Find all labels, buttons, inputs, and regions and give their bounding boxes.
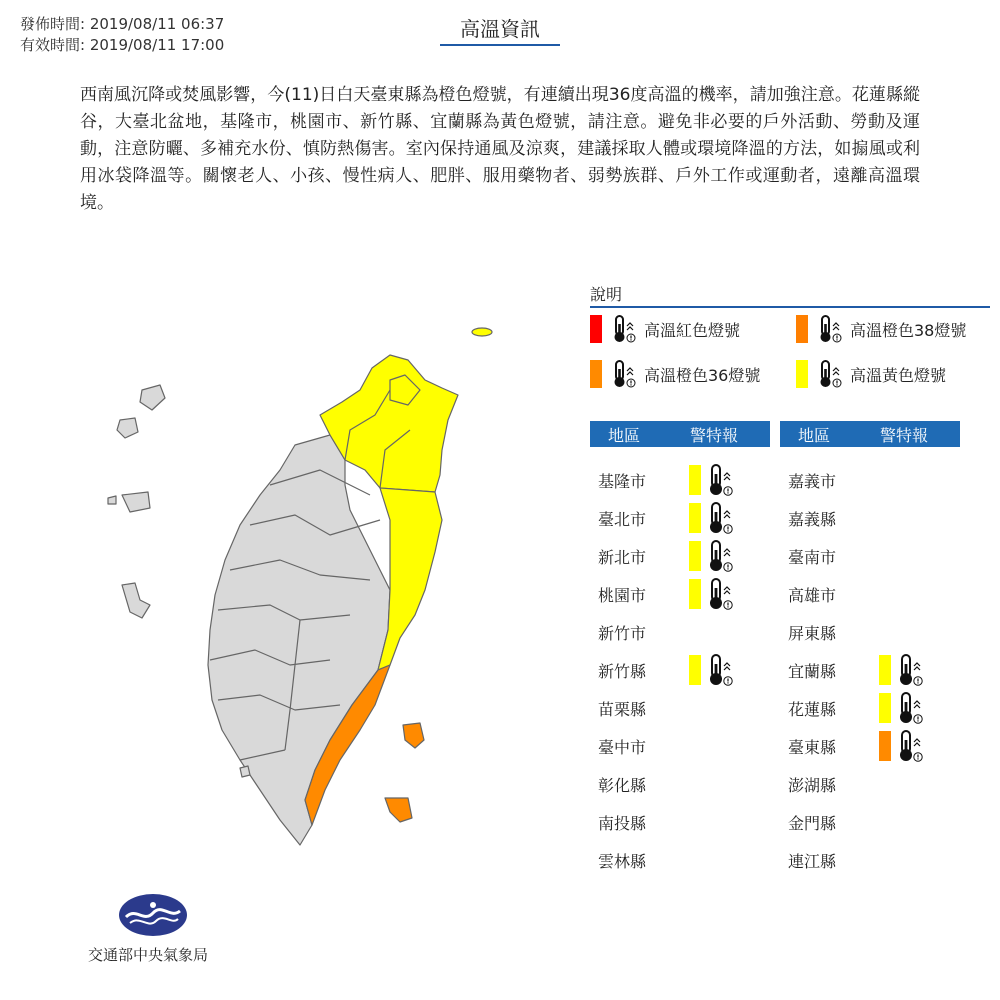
region-name: 新竹縣 <box>598 661 647 681</box>
col-alert-left: 警特報 <box>690 425 739 445</box>
thermometer-alert-icon <box>896 691 924 725</box>
region-name: 臺東縣 <box>788 737 837 757</box>
region-name: 宜蘭縣 <box>788 661 837 681</box>
warning-description: 西南風沉降或焚風影響，今(11)日白天臺東縣為橙色燈號，有連續出現36度高溫的機率，請加強注意。花蓮縣縱谷，大臺北盆地，基隆市，桃園市、新竹縣、宜蘭縣為黃色燈號，請注意。避免非必要的戶外活動、勞動及運動，注意防曬、多補充水份、慎防熱傷害。室內保持通風及涼爽，建議採取人體或環境降溫的方法，如搧風或利用冰袋降溫等。關懷老人、小孩、慢性病人、肥胖、服用藥物者、弱勢族群、戶外工作或運動者，遠離高溫環境。 <box>80 85 920 213</box>
alert-swatch-yellow <box>689 503 701 533</box>
region-name: 高雄市 <box>788 585 837 605</box>
col-region-left: 地區 <box>608 425 641 445</box>
region-name: 澎湖縣 <box>788 775 837 795</box>
table-header-right <box>780 421 960 447</box>
thermometer-alert-icon <box>816 359 844 389</box>
map-green-island <box>403 723 424 748</box>
legend-item-orange36 <box>590 359 760 389</box>
legend-label-yellow: 高溫黃色燈號 <box>850 365 947 385</box>
issue-time: 發佈時間: 2019/08/11 06:37 <box>20 15 225 33</box>
region-row <box>780 613 960 651</box>
region-name: 基隆市 <box>598 471 647 491</box>
region-name: 嘉義縣 <box>788 509 837 529</box>
map-orchid-island <box>385 798 412 822</box>
region-name: 桃園市 <box>598 585 647 605</box>
region-row <box>780 689 960 727</box>
region-name: 臺南市 <box>788 547 837 567</box>
legend-title: 說明 <box>590 285 623 304</box>
thermometer-alert-icon <box>706 501 734 535</box>
region-row <box>780 727 960 765</box>
region-name: 屏東縣 <box>788 623 837 643</box>
legend-label-red: 高溫紅色燈號 <box>644 320 741 340</box>
alert-swatch-yellow <box>879 655 891 685</box>
region-name: 臺北市 <box>598 509 647 529</box>
alert-swatch-yellow <box>879 693 891 723</box>
region-row <box>780 537 960 575</box>
thermometer-alert-icon <box>706 463 734 497</box>
agency-name: 交通部中央氣象局 <box>88 946 209 964</box>
region-row <box>780 499 960 537</box>
alert-swatch-yellow <box>689 541 701 571</box>
col-alert-right: 警特報 <box>880 425 929 445</box>
region-row <box>780 651 960 689</box>
region-name: 苗栗縣 <box>598 699 647 719</box>
legend-swatch-orange38 <box>796 315 808 343</box>
legend-item-orange38 <box>796 314 966 344</box>
thermometer-alert-icon <box>610 359 638 389</box>
region-name: 臺中市 <box>598 737 647 757</box>
legend-swatch-yellow <box>796 360 808 388</box>
page-title: 高溫資訊 <box>440 14 560 46</box>
region-row <box>590 727 770 765</box>
thermometer-alert-icon <box>706 577 734 611</box>
region-row <box>780 841 960 879</box>
region-row <box>590 461 770 499</box>
region-name: 新竹市 <box>598 623 647 643</box>
region-row <box>590 575 770 613</box>
legend-item-red <box>590 314 740 344</box>
region-row <box>780 765 960 803</box>
legend-label-orange36: 高溫橙色36燈號 <box>644 365 761 385</box>
region-row <box>780 803 960 841</box>
legend-label-orange38: 高溫橙色38燈號 <box>850 320 967 340</box>
thermometer-alert-icon <box>816 314 844 344</box>
region-row <box>590 613 770 651</box>
region-name: 連江縣 <box>788 851 837 871</box>
alert-swatch-yellow <box>689 655 701 685</box>
thermometer-alert-icon <box>610 314 638 344</box>
region-name: 嘉義市 <box>788 471 837 491</box>
taiwan-map <box>90 320 530 880</box>
region-row <box>590 499 770 537</box>
region-name: 彰化縣 <box>598 775 647 795</box>
region-row <box>590 651 770 689</box>
map-hualien-region <box>378 488 442 670</box>
region-row <box>590 537 770 575</box>
region-name: 金門縣 <box>788 813 837 833</box>
thermometer-alert-icon <box>706 539 734 573</box>
legend-item-yellow <box>796 359 946 389</box>
region-row <box>590 803 770 841</box>
region-row <box>780 461 960 499</box>
map-west-region <box>208 435 390 845</box>
thermometer-alert-icon <box>896 653 924 687</box>
region-name: 花蓮縣 <box>788 699 837 719</box>
alert-swatch-yellow <box>689 465 701 495</box>
table-header-left <box>590 421 770 447</box>
region-row <box>590 689 770 727</box>
region-name: 雲林縣 <box>598 851 647 871</box>
legend-divider <box>590 306 990 308</box>
valid-time: 有效時間: 2019/08/11 17:00 <box>20 36 225 54</box>
legend-swatch-orange36 <box>590 360 602 388</box>
thermometer-alert-icon <box>896 729 924 763</box>
alert-swatch-yellow <box>689 579 701 609</box>
alert-swatch-orange <box>879 731 891 761</box>
map-small-islet <box>240 766 250 777</box>
region-name: 南投縣 <box>598 813 647 833</box>
legend-swatch-red <box>590 315 602 343</box>
region-name: 新北市 <box>598 547 647 567</box>
region-row <box>780 575 960 613</box>
cwb-logo-icon <box>118 893 188 937</box>
thermometer-alert-icon <box>706 653 734 687</box>
region-row <box>590 841 770 879</box>
region-row <box>590 765 770 803</box>
map-penghu-islands <box>108 385 165 618</box>
col-region-right: 地區 <box>798 425 831 445</box>
map-pengjia-islet <box>472 328 492 336</box>
